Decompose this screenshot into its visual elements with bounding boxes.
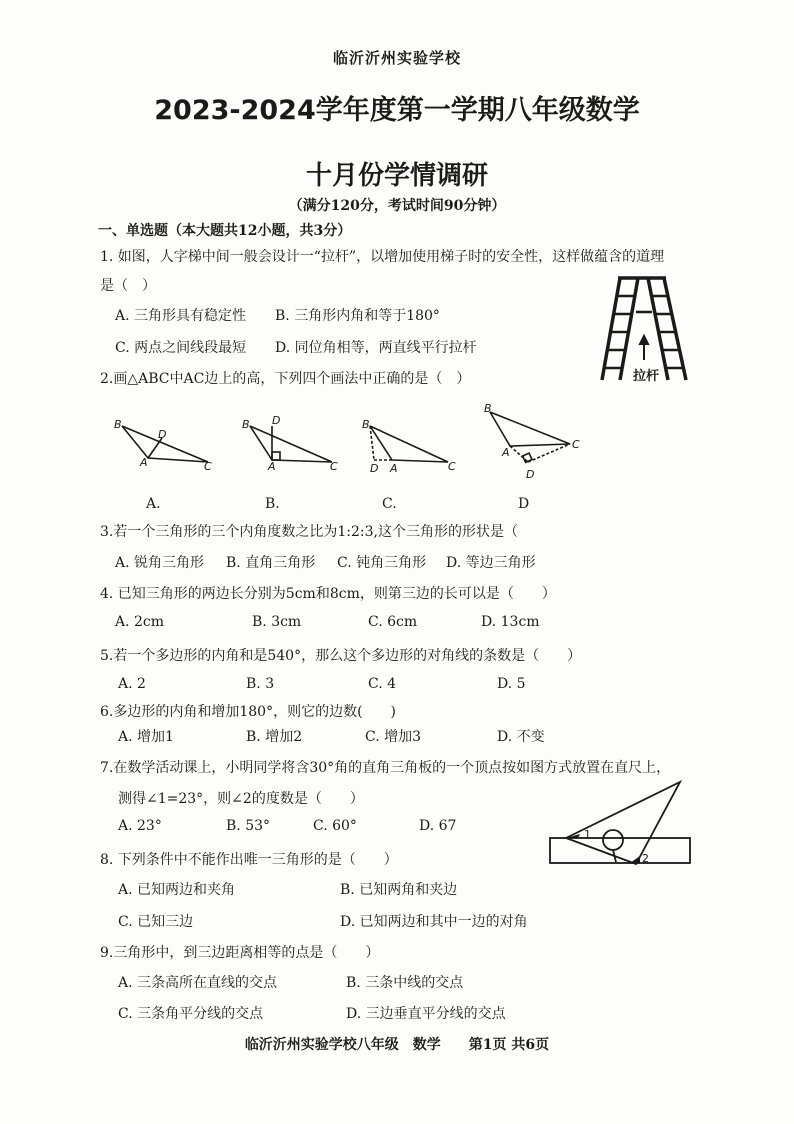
q1-option-d: D. 同位角相等，两直线平行拉杆 [275,340,477,356]
q5-option-d: D. 5 [497,676,526,692]
q9-stem: 9.三角形中，到三边距离相等的点是（ ） [100,945,380,961]
q6-option-b: B. 增加2 [246,729,303,745]
q7-option-b: B. 53° [226,818,271,834]
q3-option-c: C. 钝角三角形 [337,555,427,571]
svg-text:D: D [158,428,167,441]
q6-stem: 6.多边形的内角和增加180°，则它的边数( ) [100,704,397,720]
svg-text:D: D [370,462,379,475]
q2-option-b: B. [265,496,280,512]
q8-stem: 8. 下列条件中不能作出唯一三角形的是（ ） [100,852,398,868]
q6-option-c: C. 增加3 [365,729,422,745]
angle1-label: 1 [584,828,591,841]
svg-text:B: B [484,402,492,415]
q2-stem: 2.画△ABC中AC边上的高，下列四个画法中正确的是（ ） [100,371,471,387]
q5-option-a: A. 2 [118,676,146,692]
svg-text:B: B [362,418,370,431]
angle2-label: 2 [642,852,649,865]
q4-option-a: A. 2cm [115,614,165,630]
q8-option-d: D. 已知两边和其中一边的对角 [340,914,528,930]
svg-text:A: A [268,460,276,473]
q2-option-d: D [518,496,530,512]
q4-option-d: D. 13cm [481,614,540,630]
page-footer: 临沂沂州实验学校八年级 数学 第1页 共6页 [244,1037,550,1053]
svg-text:A: A [140,456,148,469]
q3-option-d: D. 等边三角形 [446,555,536,571]
q9-option-d: D. 三边垂直平分线的交点 [346,1006,506,1022]
svg-text:A: A [390,462,398,475]
svg-text:A: A [502,446,510,459]
q7-stem-line2: 测得∠1=23°，则∠2的度数是（ ） [118,791,364,807]
q9-option-a: A. 三条高所在直线的交点 [118,975,278,991]
q6-option-a: A. 增加1 [118,729,174,745]
q5-option-b: B. 3 [246,676,275,692]
q1-stem-line2: 是（ ） [100,278,156,294]
q8-option-a: A. 已知两边和夹角 [118,882,236,898]
q3-option-a: A. 锐角三角形 [115,555,205,571]
q9-option-c: C. 三条角平分线的交点 [118,1006,264,1022]
q5-stem: 5.若一个多边形的内角和是540°，那么这个多边形的对角线的条数是（ ） [100,648,582,664]
svg-text:D: D [272,414,281,427]
svg-text:D: D [526,468,535,481]
svg-text:C: C [330,460,338,473]
q8-option-c: C. 已知三边 [118,914,194,930]
q1-option-c: C. 两点之间线段最短 [115,340,247,356]
exam-title-line2: 十月份学情调研 [305,161,488,191]
q7-option-a: A. 23° [118,818,162,834]
school-name: 临沂沂州实验学校 [332,49,461,67]
q3-stem: 3.若一个三角形的三个内角度数之比为1:2:3,这个三角形的形状是（ [100,524,518,540]
q1-stem-line1: 1. 如图，人字梯中间一般会设计一“拉杆”，以增加使用梯子时的安全性，这样做蕴含的道理 [100,249,665,265]
q5-option-c: C. 4 [368,676,397,692]
section-title: 一、单选题（本大题共12小题，共3分） [98,223,352,239]
ruler-triangle-figure [548,780,694,870]
svg-text:B: B [114,418,122,431]
svg-text:C: C [572,438,580,451]
q7-option-c: C. 60° [313,818,357,834]
q7-stem-line1: 7.在数学活动课上，小明同学将含30°角的直角三角板的一个顶点按如图方式放置在直尺上， [100,760,671,776]
q4-option-b: B. 3cm [252,614,302,630]
q2-option-c: C. [382,496,397,512]
q1-option-b: B. 三角形内角和等于180° [275,308,440,324]
q8-option-b: B. 已知两角和夹边 [340,882,458,898]
q4-option-c: C. 6cm [368,614,418,630]
q4-stem: 4. 已知三角形的两边长分别为5cm和8cm，则第三边的长可以是（ ） [100,586,556,602]
q1-option-a: A. 三角形具有稳定性 [115,308,247,324]
q7-option-d: D. 67 [419,818,457,834]
ladder-label: 拉杆 [633,369,660,384]
q6-option-d: D. 不变 [497,729,545,745]
svg-text:C: C [204,460,212,473]
exam-subtitle: （满分120分，考试时间90分钟） [288,198,506,214]
q2-figures [110,400,610,490]
svg-text:B: B [242,418,250,431]
q2-option-a: A. [146,496,161,512]
q3-option-b: B. 直角三角形 [226,555,316,571]
svg-text:C: C [448,460,456,473]
exam-title-line1: 2023-2024学年度第一学期八年级数学 [154,95,640,126]
q9-option-b: B. 三条中线的交点 [346,975,464,991]
